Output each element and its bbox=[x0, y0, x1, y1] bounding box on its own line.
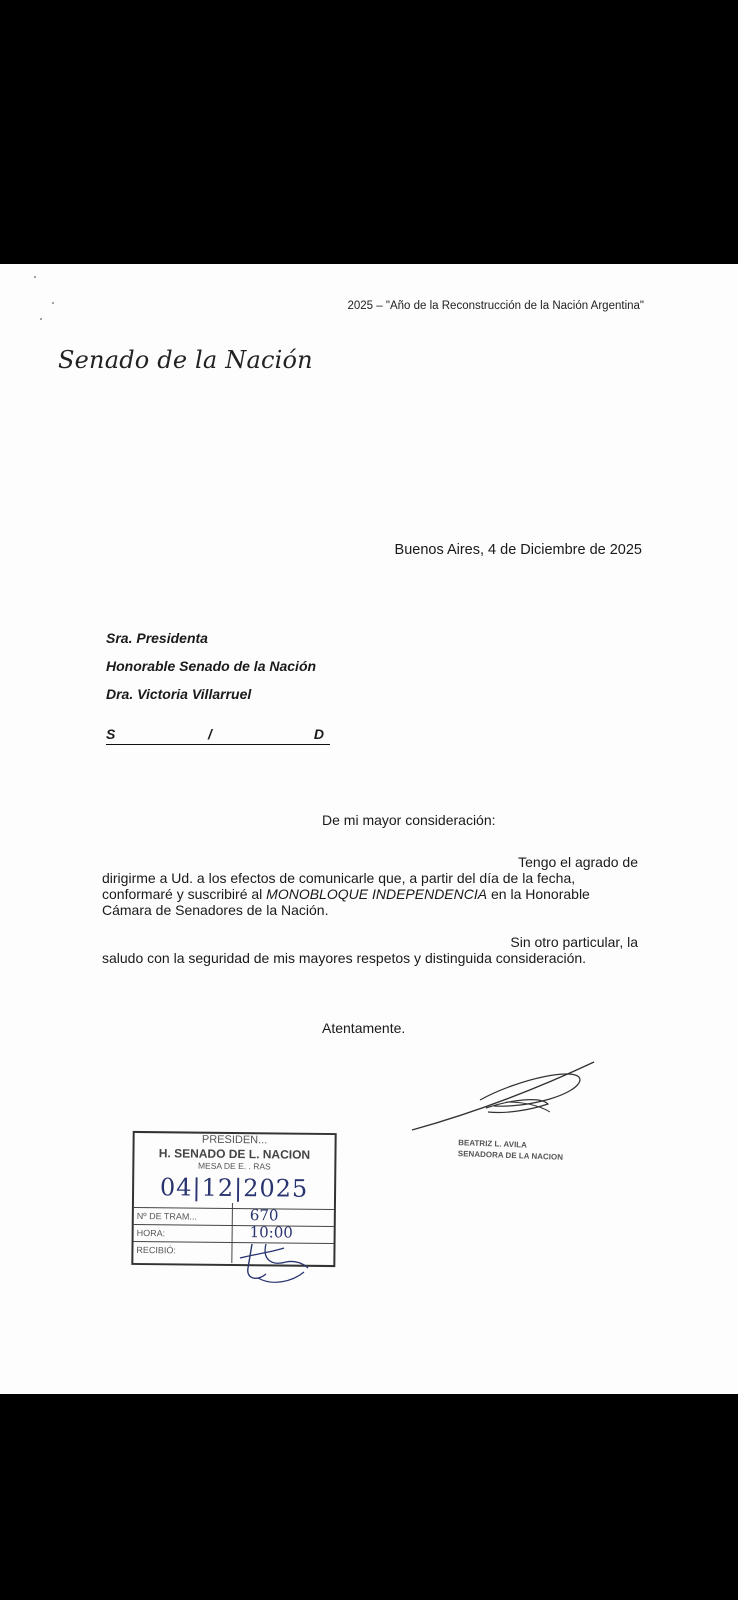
signer-name: BEATRIZ L. AVILA bbox=[458, 1138, 528, 1150]
paragraph-2 bbox=[102, 934, 638, 966]
paragraph-1-line-2: dirigirme a Ud. a los efectos de comunicarle que, a partir del día de la fecha, bbox=[102, 870, 576, 886]
addressee-name: Dra. Victoria Villarruel bbox=[106, 686, 252, 702]
stamp-row-hora-value: 10:00 bbox=[249, 1223, 293, 1242]
stamp-row-tramite-value: 670 bbox=[249, 1206, 279, 1225]
stamp-row-tramite-label: Nº DE TRAM... bbox=[136, 1210, 198, 1222]
stamp-line-2: H. SENADO DE L. NACION bbox=[158, 1146, 311, 1162]
signature-scribble bbox=[410, 1056, 610, 1136]
sd-d: D bbox=[313, 726, 324, 742]
monobloque-name: MONOBLOQUE INDEPENDENCIA bbox=[266, 886, 488, 902]
scan-speck bbox=[52, 302, 54, 304]
closing: Atentamente. bbox=[322, 1020, 406, 1036]
signature-block bbox=[458, 1138, 564, 1162]
scan-speck bbox=[34, 276, 36, 278]
signer-title: SENADORA DE LA NACION bbox=[457, 1149, 564, 1162]
paragraph-1-line-3-b: en la Honorable bbox=[487, 886, 590, 902]
stamp-row-tramite bbox=[134, 1207, 334, 1226]
paragraph-1-line-1: Tengo el agrado de bbox=[518, 854, 638, 870]
sd-slash: / bbox=[208, 726, 212, 742]
paragraph-1-line-3-a: conformaré y suscribiré al bbox=[102, 886, 267, 902]
stamp-row-hora-label: HORA: bbox=[136, 1227, 166, 1239]
stamp-row-recibio-label: RECIBIÓ: bbox=[136, 1244, 177, 1256]
letter-page bbox=[0, 264, 738, 1394]
letterhead: Senado de la Nación bbox=[58, 346, 313, 374]
sd-line bbox=[106, 726, 330, 745]
addressee-title: Sra. Presidenta bbox=[106, 630, 208, 646]
sd-s: S bbox=[106, 726, 116, 742]
paragraph-1-line-3 bbox=[102, 886, 638, 902]
year-motto: 2025 – "Año de la Reconstrucción de la Nación Argentina" bbox=[347, 300, 644, 312]
paragraph-2-line-2: saludo con la seguridad de mis mayores respetos y distinguida consideración. bbox=[102, 950, 587, 966]
place-date: Buenos Aires, 4 de Diciembre de 2025 bbox=[394, 542, 642, 558]
greeting: De mi mayor consideración: bbox=[322, 812, 496, 828]
stamp-line-1: PRESIDEN... bbox=[201, 1133, 268, 1147]
stamp-date: 04|12|2025 bbox=[159, 1173, 309, 1203]
stamp-line-3: MESA DE E. . RAS bbox=[197, 1160, 271, 1172]
paragraph-1 bbox=[102, 854, 638, 918]
paragraph-1-line-4: Cámara de Senadores de la Nación. bbox=[102, 902, 329, 918]
addressee-institution: Honorable Senado de la Nación bbox=[106, 658, 317, 674]
scan-speck bbox=[40, 318, 42, 320]
paragraph-2-line-1: Sin otro particular, la bbox=[510, 934, 638, 950]
receiver-initials bbox=[232, 1238, 312, 1288]
